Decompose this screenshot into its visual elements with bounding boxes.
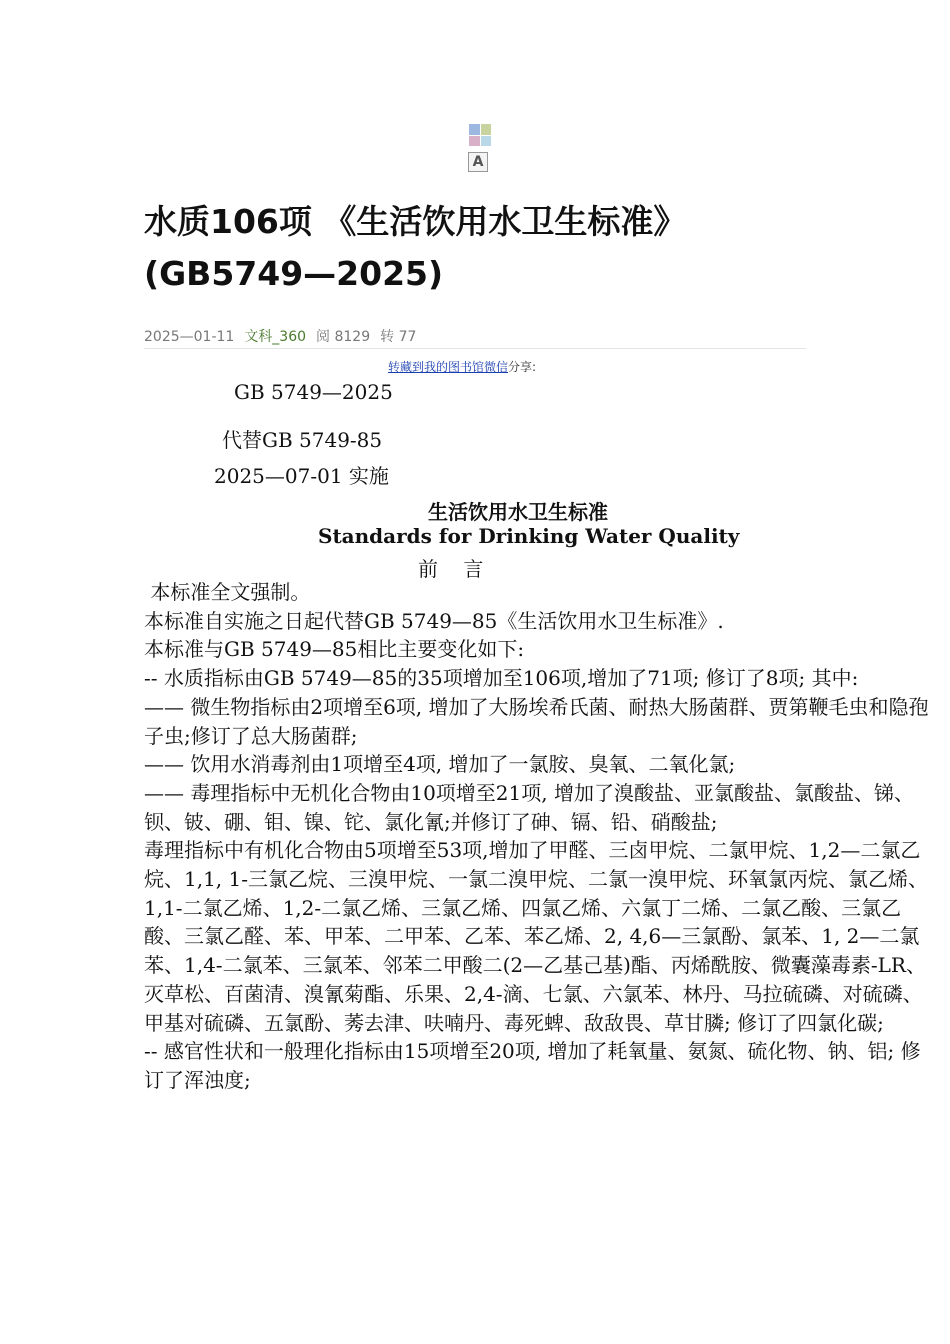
image-placeholder-icon	[469, 124, 491, 146]
paragraph: 本标准与GB 5749—85相比主要变化如下:	[144, 637, 525, 662]
standard-title-cn: 生活饮用水卫生标准	[428, 500, 608, 524]
paragraph: —— 毒理指标中无机化合物由10项增至21项, 增加了溴酸盐、亚氯酸盐、氯酸盐、锑、钡、铍、硼、钼、镍、铊、氯化氰;并修订了砷、镉、铅、硝酸盐;	[144, 780, 914, 834]
share-bar	[388, 358, 536, 375]
paragraph: -- 感官性状和一般理化指标由15项增至20项, 增加了耗氧量、氨氮、硫化物、钠、铝; 修订了浑浊度;	[144, 1039, 921, 1092]
title-line-2: (GB5749—2025)	[144, 254, 444, 293]
paragraph: 毒理指标中有机化合物由5项增至53项,增加了甲醛、三卤甲烷、二氯甲烷、1,2—二氯乙烷、1,1, 1-三氯乙烷、三溴甲烷、一氯二溴甲烷、二氯一溴甲烷、环氧氯丙烷、氯乙烯、1,1-二氯乙烯、1,2-二氯乙烯、三氯乙烯、四氯乙烯、六氯丁二烯、二氯乙酸、三氯乙酸、三氯乙醛、苯、甲苯、二甲苯、乙苯、苯乙烯、2, 4,6—三氯酚、氯苯、1, 2—二氯苯、1,4-二氯苯、三氯苯、邻苯二甲酸二(2—乙基己基)酯、丙烯酰胺、微囊藻毒素-LR、灭草松、百菌清、溴氰菊酯、乐果、2,4-滴、七氯、六氯苯、林丹、马拉硫磷、对硫磷、甲基对硫磷、五氯酚、莠去津、呋喃丹、毒死蜱、敌敌畏、草甘膦; 修订了四氯化碳;	[144, 838, 929, 1035]
forward-count: 转 77	[380, 329, 417, 345]
document-body	[144, 578, 934, 1095]
standard-code: GB 5749—2025	[234, 380, 393, 404]
standard-effective-date: 2025—07-01 实施	[214, 464, 389, 488]
image-placeholder	[467, 124, 493, 172]
title-line-1: 水质106项 《生活饮用水卫生标准》	[144, 202, 687, 241]
article-meta	[144, 326, 426, 346]
foreword-heading: 前 言	[418, 557, 484, 581]
font-icon: A	[468, 152, 488, 172]
paragraph: 本标准全文强制。	[144, 580, 311, 604]
paragraph: —— 微生物指标由2项增至6项, 增加了大肠埃希氏菌、耐热大肠菌群、贾第鞭毛虫和隐孢子虫;修订了总大肠菌群;	[144, 694, 929, 748]
share-label: 分享:	[508, 360, 537, 374]
standard-replaces: 代替GB 5749-85	[222, 428, 383, 452]
standard-title-en: Standards for Drinking Water Quality	[318, 524, 740, 548]
publish-date: 2025—01-11	[144, 329, 235, 345]
save-to-library-link[interactable]: 转藏到我的图书馆	[388, 360, 485, 374]
paragraph: —— 饮用水消毒剂由1项增至4项, 增加了一氯胺、臭氧、二氧化氯;	[144, 752, 736, 777]
wechat-share-link[interactable]: 微信	[484, 360, 509, 374]
author-link[interactable]: 文科_360	[244, 329, 307, 345]
article-title	[144, 196, 686, 300]
read-count: 阅 8129	[316, 329, 371, 345]
paragraph: -- 水质指标由GB 5749—85的35项增加至106项,增加了71项; 修订了8项; 其中:	[144, 666, 859, 691]
divider	[144, 348, 806, 349]
paragraph: 本标准自实施之日起代替GB 5749—85《生活饮用水卫生标准》.	[144, 608, 724, 633]
